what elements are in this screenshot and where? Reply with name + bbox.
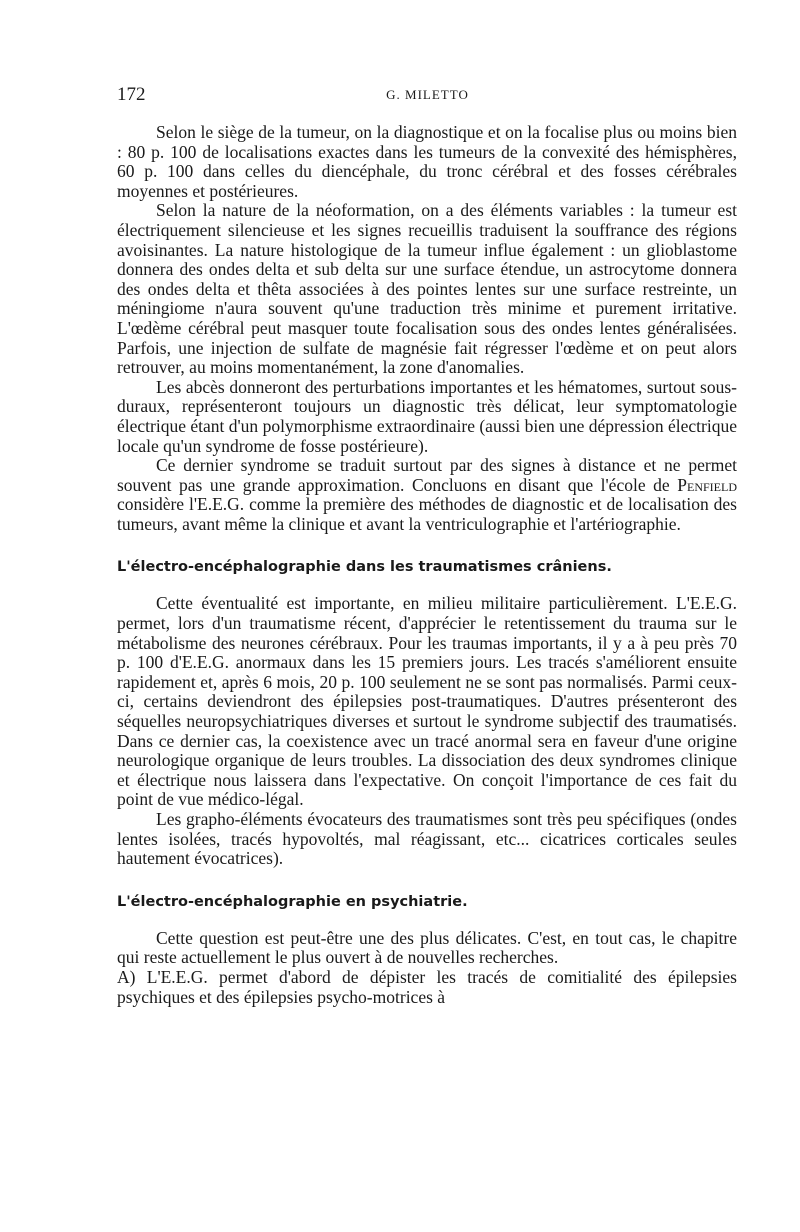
conclusion-text-start: Ce dernier syndrome se traduit surtout par des signes à distance et ne permet souvent pas une grande approximation. Concluons en disant que l'école de xyxy=(117,455,737,495)
page-header xyxy=(117,84,738,110)
paragraph-trauma-graphoelements: Les grapho-éléments évocateurs des traumatismes sont très peu spécifiques (ondes lentes isolées, tracés hypovoltés, mal réagissant, etc... cicatrices corticales seules hautement évocatrices). xyxy=(117,809,737,869)
section-heading-psychiatry: L'électro-encéphalographie en psychiatrie. xyxy=(117,893,468,910)
conclusion-text-end: considère l'E.E.G. comme la première des méthodes de diagnostic et de localisation des tumeurs, avant même la clinique et avant la ventriculographie et l'artériographie. xyxy=(117,494,737,534)
running-head: G. MILETTO xyxy=(386,87,469,102)
author-name-penfield: Penfield xyxy=(677,474,737,495)
paragraph-trauma-eeg: Cette éventualité est importante, en milieu militaire particulièrement. L'E.E.G. permet, lors d'un traumatisme récent, d'apprécier le retentissement du trauma sur le métabolisme des neurones cérébraux. Pour les traumas importants, il y a à peu près 70 p. 100 d'E.E.G. anormaux dans les 15 premiers jours. Les tracés s'améliorent ensuite rapidement et, après 6 mois, 20 p. 100 seulement ne se sont pas normalisés. Parmi ceux-ci, certains deviendront des épilepsies post-traumatiques. D'autres présenteront des séquelles neuropsychiatriques diverses et surtout le syndrome subjectif des traumatisés. Dans ce dernier cas, la coexistence avec un tracé anormal sera en faveur d'une origine neurologique organique de leurs troubles. La dissociation des deux syndromes clinique et électrique nous laissera dans l'expectative. On conçoit l'importance de ces fait du point de vue médico-légal. xyxy=(117,593,737,810)
paragraph-conclusion xyxy=(117,456,737,534)
page-number: 172 xyxy=(117,84,146,105)
list-item-a: A) L'E.E.G. permet d'abord de dépister les tracés de comitialité des épilepsies psychiques et des épilepsies psycho-motrices à xyxy=(117,966,737,1007)
page-body xyxy=(117,123,737,1007)
paragraph-tumor-nature: Selon la nature de la néoformation, on a des éléments variables : la tumeur est électriquement silencieuse et les signes recueillis traduisent la souffrance des régions avoisinantes. La nature histologique de la tumeur influe également : un glioblastome donnera des ondes delta et sub delta sur une surface étendue, un astrocytome donnera des ondes delta et thêta associées à des pointes lentes sur une surface restreinte, un méningiome n'aura souvent qu'une traduction très minime et purement irritative. L'œdème cérébral peut masquer toute focalisation sous des ondes lentes généralisées. Parfois, une injection de sulfate de magnésie fait régresser l'œdème et on peut alors retrouver, au moins momentanément, la zone d'anomalies. xyxy=(117,200,737,378)
section-heading-trauma: L'électro-encéphalographie dans les traumatismes crâniens. xyxy=(117,559,612,576)
paragraph-tumor-site: Selon le siège de la tumeur, on la diagnostique et on la focalise plus ou moins bien : 80 p. 100 de localisations exactes dans les tumeurs de la convexité des hémisphères, 60 p. 100 dans celles du diencéphale, du tronc cérébral et des fosses cérébrales moyennes et postérieures. xyxy=(117,122,737,201)
paragraph-abscess: Les abcès donneront des perturbations importantes et les hématomes, surtout sous-duraux, représenteront toujours un diagnostic très délicat, leur symptomatologie électrique étant d'un polymorphisme extraordinaire (aussi bien une dépression électrique locale qu'un syndrome de fosse postérieure). xyxy=(117,376,737,456)
paragraph-psychiatry-intro: Cette question est peut-être une des plus délicates. C'est, en tout cas, le chapitre qui reste actuellement le plus ouvert à de nouvelles recherches. xyxy=(117,927,737,968)
